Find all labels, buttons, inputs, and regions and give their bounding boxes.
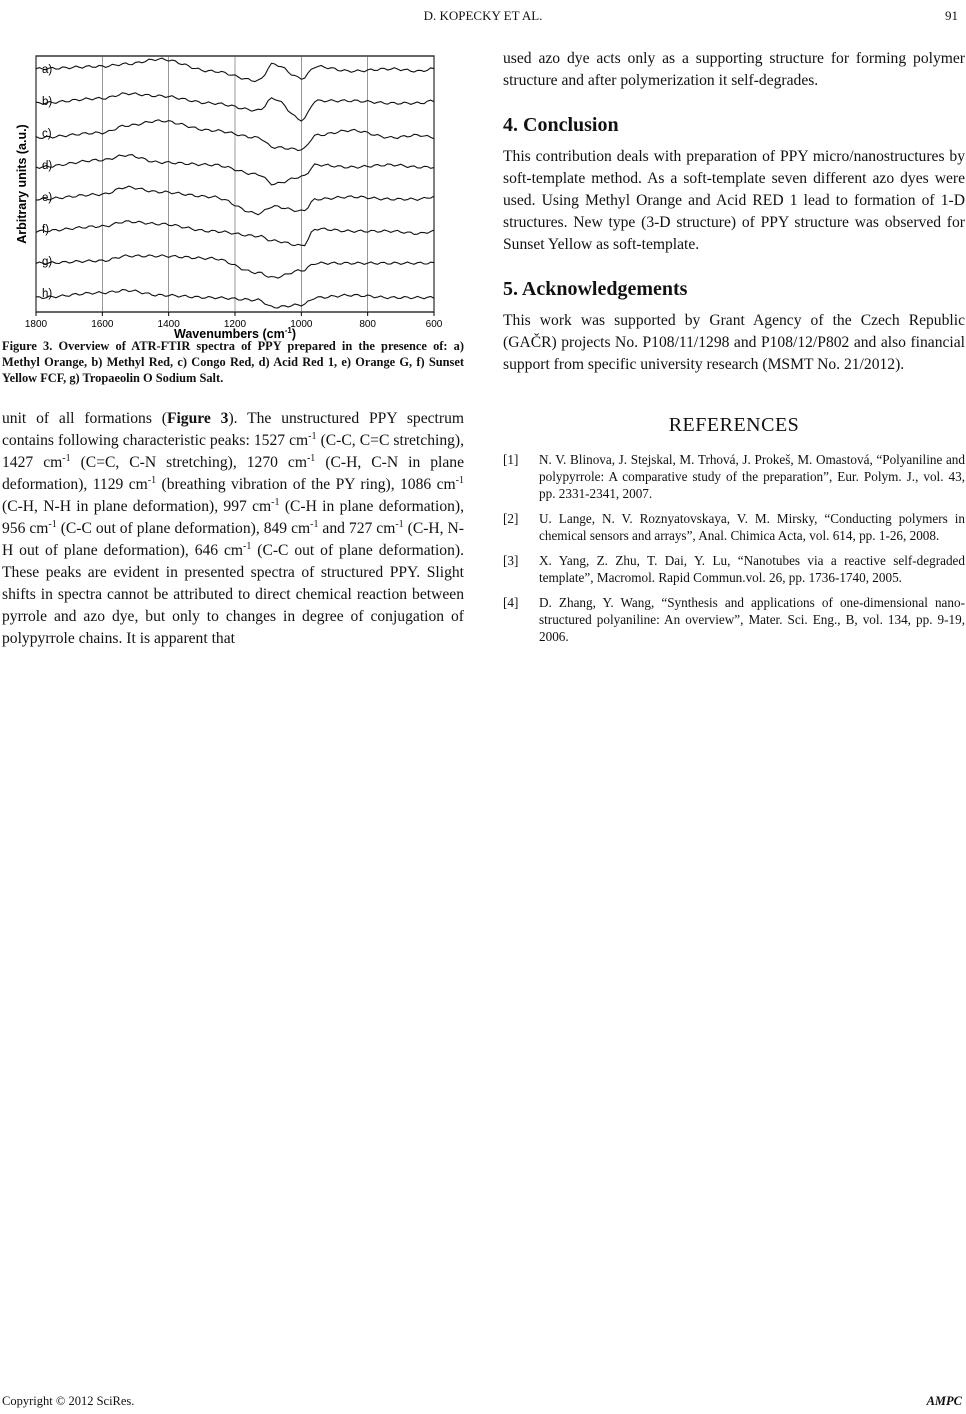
ftir-chart (2, 48, 464, 348)
conclusion-paragraph: This contribution deals with preparation of PPY micro/nanostructures by soft-template method. As a soft-template seven different azo dyes were used. Using Methyl Orange and Acid RED 1 lead to formation of 1-D structures. New type (3-D structure) of PPY structure was observed for Sunset Yellow as soft-template. (503, 148, 965, 253)
running-title: D. KOPECKY ET AL. (423, 8, 543, 23)
panel-label: b) (42, 96, 53, 108)
acknowledgements-paragraph: This work was supported by Grant Agency of the Czech Republic (GAČR) projects No. P108/11/1298 and P108/12/P802 and also financial support from specific university research (MSMT No. 21/2012). (503, 312, 965, 373)
x-tick-label: 1000 (290, 319, 313, 330)
panel-label: d) (42, 160, 53, 172)
x-axis-label: Wavenumbers $(cm^{-1})$ (174, 326, 296, 341)
x-tick-label: 1600 (91, 319, 114, 330)
reference-item (503, 510, 965, 544)
conclusion-heading: 4. Conclusion (503, 114, 619, 136)
results-paragraph: unit of all formations (Figure 3). The unstructured PPY spectrum contains following characteristic peaks: 1527 $cm^{-1}$ (C-C, C=C stretching), 1427 $cm^{-1}$ (C=C, C-N stretching), 1270 $cm^{-1}$ (C-H, C-N in plane deformation), 1129 $cm^{-1}$ (breathing vibration of the PY ring), 1086 $cm^{-1}$ (C-H, N-H in plane deformation), 997 $cm^{-1}$ (C-H in plane deformation), 956 $cm^{-1}$ (C-C out of plane deformation), 849 $cm^{-1}$ and 727 $cm^{-1}$ (C-H, N-H out of plane deformation), 646 $cm^{-1}$ (C-C out of plane deformation). These peaks are evident in presented spectra of structured PPY. Slight shifts in spectra cannot be attributed to direct chemical reaction between pyrrole and azo dye, but only to changes in degree of conjugation of polypyrrole chains. It is apparent that (2, 410, 465, 647)
figure-3 (2, 48, 464, 341)
x-tick-label: 1800 (24, 319, 48, 330)
reference-item (503, 451, 965, 502)
reference-number: [3] (503, 553, 519, 568)
right-body-text (503, 48, 965, 376)
journal-name: AMPC (926, 1394, 962, 1408)
panel-label: h) (42, 288, 53, 300)
references-heading: REFERENCES (668, 414, 800, 436)
reference-number: [4] (503, 595, 519, 610)
x-tick-label: 1400 (157, 319, 180, 330)
page-number: 91 (945, 8, 958, 23)
figure-caption: Figure 3. Overview of ATR-FTIR spectra of PPY prepared in the presence of: a) Methyl Orange, b) Methyl Red, c) Congo Red, d) Acid Red 1, e) Orange G, f) Sunset Yellow FCF, g) Tropaeolin O Sodium Salt. (2, 339, 464, 385)
continued-paragraph: used azo dye acts only as a supporting structure for forming polymer structure and after polymerization it self-degrades. (503, 50, 965, 89)
panel-label: f) (42, 224, 50, 236)
page-header (0, 8, 966, 26)
reference-number: [2] (503, 511, 519, 526)
left-column (2, 48, 464, 650)
reference-text: U. Lange, N. V. Roznyatovskaya, V. M. Mirsky, “Conducting polymers in chemical sensors and arrays”, Anal. Chimica Acta, vol. 614, pp. 1-26, 2008. (539, 511, 965, 543)
panel-label: a) (42, 64, 53, 76)
x-tick-label: 600 (425, 319, 443, 330)
reference-number: [1] (503, 452, 519, 467)
left-body-text (2, 408, 464, 650)
panel-label: c) (42, 128, 52, 140)
reference-item (503, 552, 965, 586)
panel-label: g) (42, 256, 53, 268)
reference-item (503, 594, 965, 645)
y-axis-label: Arbitrary units (a.u.) (15, 124, 29, 244)
panel-label: e) (42, 192, 53, 204)
right-column (503, 48, 965, 653)
x-tick-label: 1200 (223, 319, 247, 330)
reference-text: X. Yang, Z. Zhu, T. Dai, Y. Lu, “Nanotubes via a reactive self-degraded template”, Macromol. Rapid Commun.vol. 26, pp. 1736-1740, 2005. (539, 553, 965, 585)
x-tick-label: 800 (359, 319, 377, 330)
reference-list (503, 451, 965, 645)
reference-text: D. Zhang, Y. Wang, “Synthesis and applications of one-dimensional nano-structured polyaniline: An overview”, Mater. Sci. Eng., B, vol. 134, pp. 9-19, 2006. (539, 595, 965, 644)
copyright: Copyright © 2012 SciRes. (2, 1394, 135, 1408)
acknowledgements-heading: 5. Acknowledgements (503, 278, 688, 300)
reference-text: N. V. Blinova, J. Stejskal, M. Trhová, J. Prokeš, M. Omastová, “Polyaniline and polypyrrole: A comparative study of the preparation”, Eur. Polym. J., vol. 43, pp. 2331-2341, 2007. (539, 452, 965, 501)
